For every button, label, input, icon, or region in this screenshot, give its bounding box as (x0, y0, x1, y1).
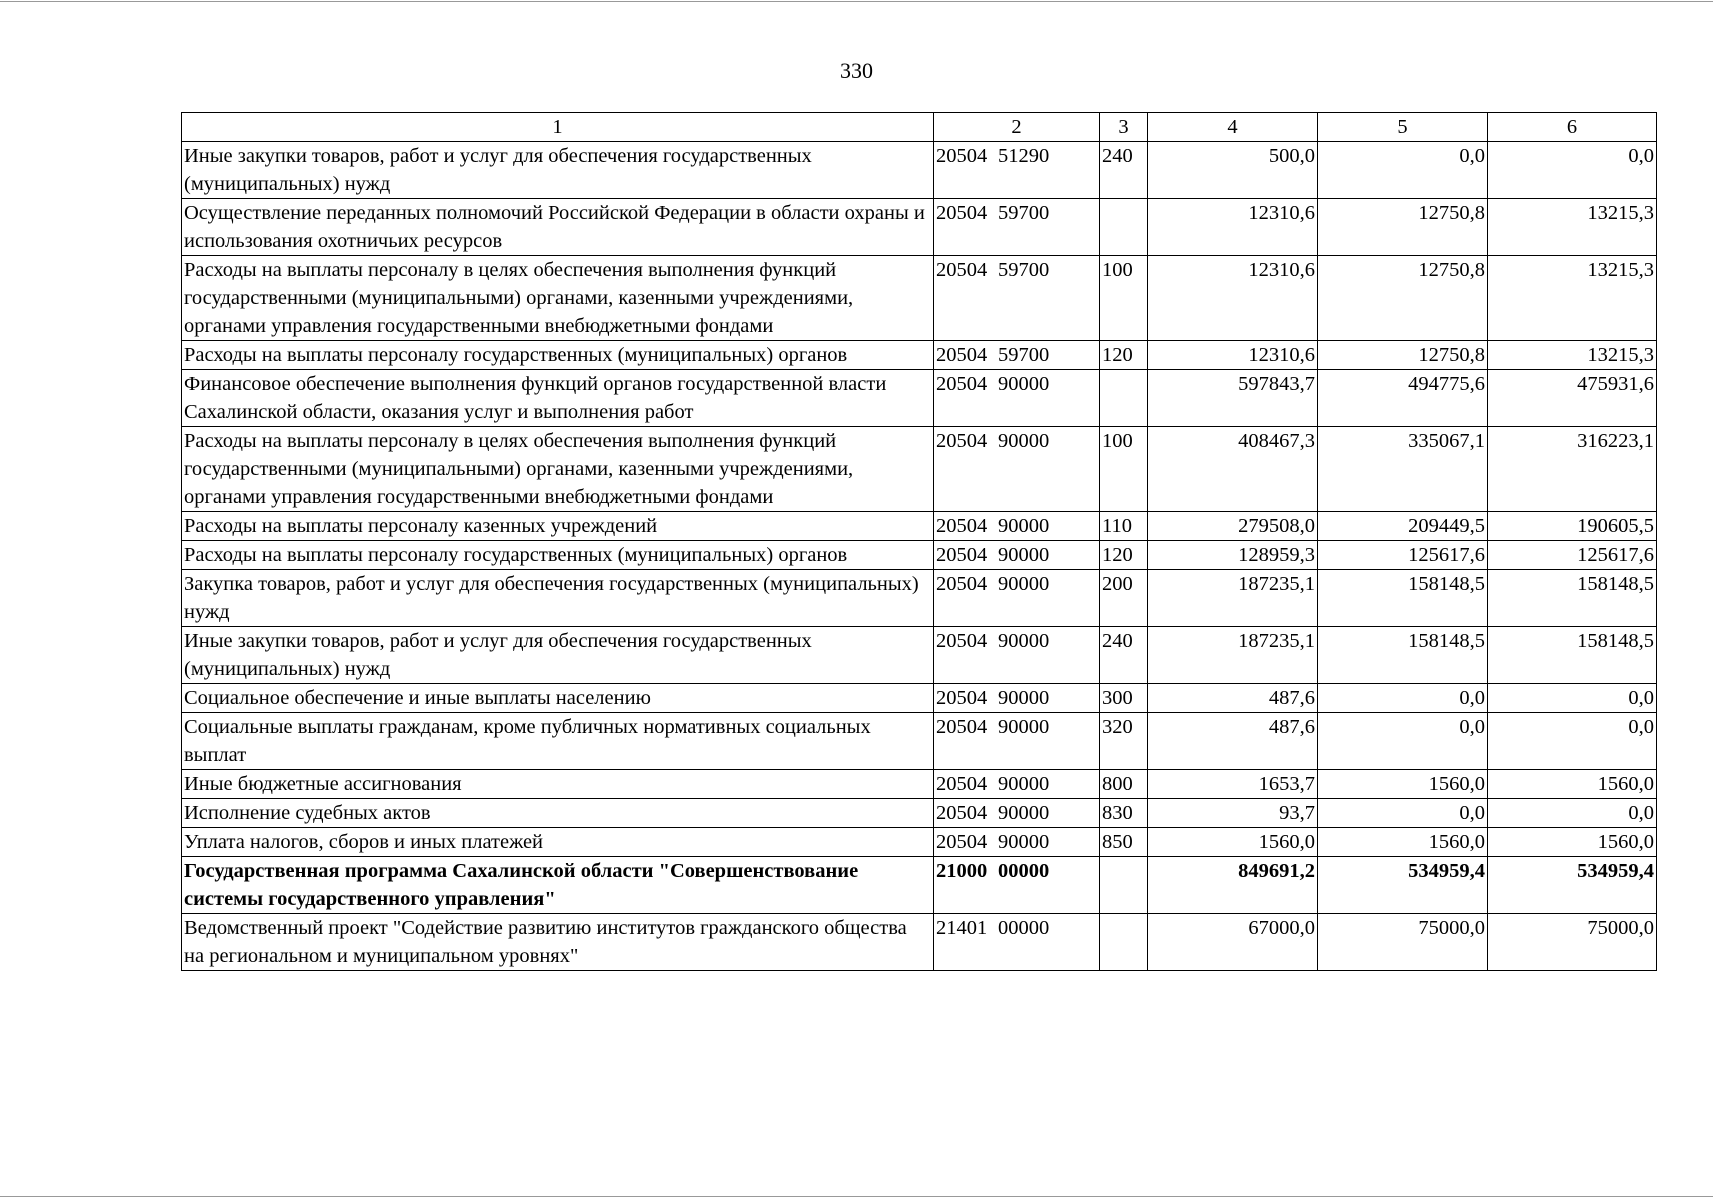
code-item: 51290 (998, 145, 1050, 167)
row-expense-type: 100 (1100, 427, 1148, 512)
row-expense-type (1100, 857, 1148, 914)
row-expense-type: 240 (1100, 627, 1148, 684)
code-section: 20504 (936, 630, 988, 652)
code-section: 20504 (936, 773, 988, 795)
row-value-col4: 408467,3 (1148, 427, 1318, 512)
row-value-col5: 158148,5 (1318, 627, 1488, 684)
code-item: 90000 (998, 831, 1050, 853)
row-value-col4: 12310,6 (1148, 199, 1318, 256)
row-code (934, 341, 1100, 370)
scan-edge-bottom (0, 1196, 1713, 1197)
row-code (934, 370, 1100, 427)
code-item: 90000 (998, 515, 1050, 537)
row-value-col5: 1560,0 (1318, 770, 1488, 799)
row-expense-type: 200 (1100, 570, 1148, 627)
table-row (182, 256, 1657, 341)
table-row (182, 541, 1657, 570)
row-value-col5: 0,0 (1318, 684, 1488, 713)
row-value-col4: 500,0 (1148, 142, 1318, 199)
row-value-col6: 190605,5 (1488, 512, 1657, 541)
row-description: Расходы на выплаты персоналу в целях обеспечения выполнения функций государственными (муниципальными) органами, казенными учреждениями, органами управления государственными внебюджетными фондами (182, 256, 934, 341)
row-expense-type: 830 (1100, 799, 1148, 828)
code-section: 21401 (936, 917, 988, 939)
row-value-col6: 13215,3 (1488, 256, 1657, 341)
table-row (182, 799, 1657, 828)
code-section: 20504 (936, 344, 988, 366)
table-row (182, 370, 1657, 427)
table-row (182, 627, 1657, 684)
row-value-col4: 187235,1 (1148, 627, 1318, 684)
row-code (934, 512, 1100, 541)
column-header: 1 (182, 113, 934, 142)
code-section: 20504 (936, 202, 988, 224)
table-row (182, 684, 1657, 713)
table-row (182, 341, 1657, 370)
code-section: 20504 (936, 259, 988, 281)
row-code (934, 828, 1100, 857)
row-expense-type: 300 (1100, 684, 1148, 713)
row-value-col6: 0,0 (1488, 142, 1657, 199)
code-item: 90000 (998, 802, 1050, 824)
code-item: 90000 (998, 573, 1050, 595)
code-section: 20504 (936, 802, 988, 824)
row-expense-type: 850 (1100, 828, 1148, 857)
row-value-col4: 487,6 (1148, 684, 1318, 713)
row-value-col5: 1560,0 (1318, 828, 1488, 857)
row-value-col6: 158148,5 (1488, 570, 1657, 627)
row-code (934, 541, 1100, 570)
row-value-col5: 534959,4 (1318, 857, 1488, 914)
code-item: 90000 (998, 544, 1050, 566)
row-description: Расходы на выплаты персоналу казенных учреждений (182, 512, 934, 541)
row-description: Расходы на выплаты персоналу в целях обеспечения выполнения функций государственными (муниципальными) органами, казенными учреждениями, органами управления государственными внебюджетными фондами (182, 427, 934, 512)
code-section: 20504 (936, 515, 988, 537)
code-section: 20504 (936, 831, 988, 853)
row-description: Осуществление переданных полномочий Российской Федерации в области охраны и использования охотничьих ресурсов (182, 199, 934, 256)
column-header: 2 (934, 113, 1100, 142)
row-value-col5: 12750,8 (1318, 256, 1488, 341)
row-description: Социальные выплаты гражданам, кроме публичных нормативных социальных выплат (182, 713, 934, 770)
table-row (182, 199, 1657, 256)
row-value-col5: 75000,0 (1318, 914, 1488, 971)
code-section: 20504 (936, 716, 988, 738)
row-expense-type: 100 (1100, 256, 1148, 341)
code-item: 59700 (998, 344, 1050, 366)
row-description: Закупка товаров, работ и услуг для обеспечения государственных (муниципальных) нужд (182, 570, 934, 627)
row-value-col4: 128959,3 (1148, 541, 1318, 570)
row-value-col5: 158148,5 (1318, 570, 1488, 627)
code-item: 59700 (998, 259, 1050, 281)
row-code (934, 627, 1100, 684)
table-row (182, 570, 1657, 627)
row-value-col5: 0,0 (1318, 713, 1488, 770)
row-value-col6: 75000,0 (1488, 914, 1657, 971)
code-item: 90000 (998, 716, 1050, 738)
table-row (182, 770, 1657, 799)
row-code (934, 914, 1100, 971)
row-expense-type: 320 (1100, 713, 1148, 770)
row-value-col6: 13215,3 (1488, 199, 1657, 256)
code-item: 59700 (998, 202, 1050, 224)
table-row (182, 142, 1657, 199)
budget-table (181, 112, 1657, 971)
row-value-col6: 0,0 (1488, 713, 1657, 770)
column-header: 5 (1318, 113, 1488, 142)
row-value-col4: 12310,6 (1148, 256, 1318, 341)
scan-edge-top (0, 1, 1713, 2)
table-row (182, 512, 1657, 541)
row-description: Ведомственный проект "Содействие развитию институтов гражданского общества на региональном и муниципальном уровнях" (182, 914, 934, 971)
row-code (934, 199, 1100, 256)
row-code (934, 770, 1100, 799)
row-value-col6: 534959,4 (1488, 857, 1657, 914)
row-value-col4: 67000,0 (1148, 914, 1318, 971)
row-value-col5: 125617,6 (1318, 541, 1488, 570)
code-section: 20504 (936, 145, 988, 167)
row-value-col5: 494775,6 (1318, 370, 1488, 427)
row-value-col6: 316223,1 (1488, 427, 1657, 512)
row-description: Государственная программа Сахалинской области "Совершенствование системы государственного управления" (182, 857, 934, 914)
row-description: Исполнение судебных актов (182, 799, 934, 828)
code-item: 00000 (998, 917, 1050, 939)
table-row (182, 713, 1657, 770)
row-value-col6: 1560,0 (1488, 770, 1657, 799)
row-code (934, 684, 1100, 713)
row-description: Иные закупки товаров, работ и услуг для обеспечения государственных (муниципальных) нужд (182, 627, 934, 684)
table-header-row (182, 113, 1657, 142)
row-expense-type: 120 (1100, 341, 1148, 370)
code-item: 90000 (998, 373, 1050, 395)
row-description: Иные закупки товаров, работ и услуг для обеспечения государственных (муниципальных) нужд (182, 142, 934, 199)
row-code (934, 570, 1100, 627)
code-section: 20504 (936, 430, 988, 452)
row-value-col6: 13215,3 (1488, 341, 1657, 370)
row-value-col6: 125617,6 (1488, 541, 1657, 570)
row-description: Социальное обеспечение и иные выплаты населению (182, 684, 934, 713)
table-row (182, 828, 1657, 857)
row-value-col6: 475931,6 (1488, 370, 1657, 427)
row-value-col5: 0,0 (1318, 799, 1488, 828)
row-value-col4: 187235,1 (1148, 570, 1318, 627)
row-code (934, 799, 1100, 828)
code-item: 90000 (998, 687, 1050, 709)
row-value-col5: 12750,8 (1318, 341, 1488, 370)
row-value-col4: 487,6 (1148, 713, 1318, 770)
row-value-col5: 209449,5 (1318, 512, 1488, 541)
row-code (934, 857, 1100, 914)
row-expense-type (1100, 370, 1148, 427)
row-code (934, 427, 1100, 512)
row-value-col5: 335067,1 (1318, 427, 1488, 512)
row-expense-type: 800 (1100, 770, 1148, 799)
code-section: 20504 (936, 573, 988, 595)
row-value-col4: 12310,6 (1148, 341, 1318, 370)
column-header: 6 (1488, 113, 1657, 142)
row-description: Расходы на выплаты персоналу государственных (муниципальных) органов (182, 341, 934, 370)
row-expense-type: 240 (1100, 142, 1148, 199)
row-value-col6: 158148,5 (1488, 627, 1657, 684)
code-section: 21000 (936, 860, 988, 882)
row-value-col4: 279508,0 (1148, 512, 1318, 541)
row-expense-type (1100, 199, 1148, 256)
row-expense-type: 120 (1100, 541, 1148, 570)
table-row (182, 914, 1657, 971)
table-row (182, 427, 1657, 512)
table-row (182, 857, 1657, 914)
row-value-col4: 597843,7 (1148, 370, 1318, 427)
row-description: Иные бюджетные ассигнования (182, 770, 934, 799)
code-item: 90000 (998, 630, 1050, 652)
row-code (934, 142, 1100, 199)
code-section: 20504 (936, 687, 988, 709)
row-value-col5: 0,0 (1318, 142, 1488, 199)
row-value-col6: 1560,0 (1488, 828, 1657, 857)
row-code (934, 256, 1100, 341)
code-section: 20504 (936, 373, 988, 395)
code-section: 20504 (936, 544, 988, 566)
row-code (934, 713, 1100, 770)
row-value-col4: 849691,2 (1148, 857, 1318, 914)
code-item: 00000 (998, 860, 1050, 882)
row-value-col6: 0,0 (1488, 684, 1657, 713)
row-description: Финансовое обеспечение выполнения функций органов государственной власти Сахалинской области, оказания услуг и выполнения работ (182, 370, 934, 427)
row-expense-type: 110 (1100, 512, 1148, 541)
code-item: 90000 (998, 430, 1050, 452)
row-description: Уплата налогов, сборов и иных платежей (182, 828, 934, 857)
row-value-col4: 1653,7 (1148, 770, 1318, 799)
row-value-col4: 1560,0 (1148, 828, 1318, 857)
row-value-col6: 0,0 (1488, 799, 1657, 828)
row-description: Расходы на выплаты персоналу государственных (муниципальных) органов (182, 541, 934, 570)
column-header: 3 (1100, 113, 1148, 142)
row-value-col4: 93,7 (1148, 799, 1318, 828)
code-item: 90000 (998, 773, 1050, 795)
column-header: 4 (1148, 113, 1318, 142)
row-value-col5: 12750,8 (1318, 199, 1488, 256)
page-number: 330 (840, 58, 873, 83)
table-body (182, 142, 1657, 971)
row-expense-type (1100, 914, 1148, 971)
